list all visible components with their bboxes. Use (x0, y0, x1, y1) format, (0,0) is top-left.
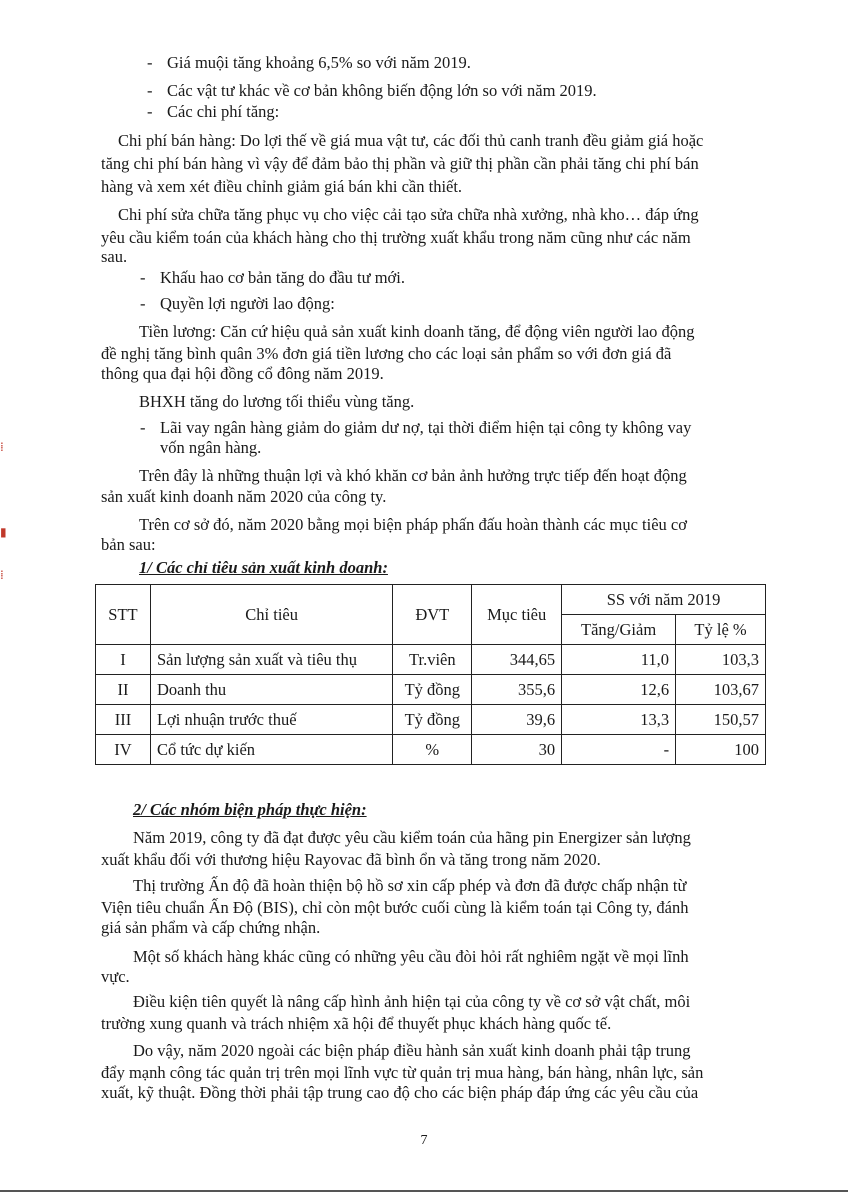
para-nam-2019-line: xuất khẩu đối với thương hiệu Rayovac đã bình ổn và tăng trong năm 2020. (101, 850, 601, 869)
table-row (96, 735, 766, 765)
bullet-dash: - (140, 418, 146, 437)
para-sua-chua-line: sau. (101, 247, 128, 266)
cell-dvt: % (393, 735, 472, 765)
bullet-khau-hao: Khấu hao cơ bản tăng do đầu tư mới. (160, 268, 405, 287)
header-ss-2019: SS với năm 2019 (562, 585, 766, 615)
para-khach-hang-line: vực. (101, 967, 130, 986)
para-an-do-line: Viện tiêu chuẩn Ấn Độ (BIS), chỉ còn một bước cuối cùng là kiểm toán tại Công ty, đánh (101, 898, 689, 917)
cell-tang-giam: 13,3 (562, 705, 676, 735)
page-number: 7 (420, 1133, 428, 1148)
header-muc-tieu: Mục tiêu (472, 585, 562, 645)
margin-stamp-mark: ⁞ (0, 440, 4, 454)
para-sua-chua-line: yêu cầu kiểm toán của khách hàng cho thị trường xuất khẩu trong năm cũng như các năm (101, 228, 691, 247)
para-tren-co-so-line: bản sau: (101, 535, 156, 554)
kpi-table (95, 584, 766, 765)
header-dvt: ĐVT (393, 585, 472, 645)
cell-ty-le: 103,3 (676, 645, 766, 675)
cell-muc-tieu: 344,65 (472, 645, 562, 675)
table-row (96, 705, 766, 735)
bullet-lai-vay-line: vốn ngân hàng. (160, 438, 262, 457)
cell-stt: III (96, 705, 151, 735)
bullet-dash: - (140, 294, 146, 313)
para-an-do-line: giá sản phẩm và cấp chứng nhận. (101, 918, 321, 937)
table-row (96, 645, 766, 675)
cell-dvt: Tỷ đồng (393, 705, 472, 735)
cell-ty-le: 103,67 (676, 675, 766, 705)
bullet-dash: - (147, 102, 153, 121)
bullet-gia-muoi: Giá muội tăng khoảng 6,5% so với năm 2019. (167, 53, 471, 72)
para-do-vay-line: đẩy mạnh công tác quản trị trên mọi lĩnh vực từ quản trị mua hàng, bán hàng, nhân lực, sản (101, 1063, 704, 1082)
header-chi-tieu: Chỉ tiêu (150, 585, 392, 645)
para-do-vay-line: Do vậy, năm 2020 ngoài các biện pháp điều hành sản xuất kinh doanh phải tập trung (133, 1041, 691, 1060)
para-ban-hang-line: Chi phí bán hàng: Do lợi thế về giá mua vật tư, các đối thủ canh tranh đều giảm giá hoặc (118, 131, 704, 150)
cell-muc-tieu: 355,6 (472, 675, 562, 705)
para-tien-luong-line: đề nghị tăng bình quân 3% đơn giá tiền lương cho các loại sản phẩm so với đơn giá đã (101, 344, 672, 363)
cell-dvt: Tỷ đồng (393, 675, 472, 705)
cell-dvt: Tr.viên (393, 645, 472, 675)
bullet-chi-phi-tang: Các chi phí tăng: (167, 102, 280, 121)
cell-ty-le: 150,57 (676, 705, 766, 735)
cell-muc-tieu: 30 (472, 735, 562, 765)
cell-chi-tieu: Lợi nhuận trước thuế (150, 705, 392, 735)
para-an-do-line: Thị trường Ấn độ đã hoàn thiện bộ hồ sơ xin cấp phép và đơn đã được chấp nhận từ (133, 876, 687, 895)
bullet-dash: - (147, 81, 153, 100)
margin-stamp-mark: ▮ (0, 525, 7, 539)
bullet-quyen-loi: Quyền lợi người lao động: (160, 294, 335, 313)
cell-tang-giam: - (562, 735, 676, 765)
para-tien-luong-line: Tiền lương: Căn cứ hiệu quả sản xuất kinh doanh tăng, để động viên người lao động (139, 322, 695, 341)
para-nam-2019-line: Năm 2019, công ty đã đạt được yêu cầu kiểm toán của hãng pin Energizer sản lượng (133, 828, 691, 847)
para-ban-hang-line: hàng và xem xét điều chỉnh giảm giá bán khi cần thiết. (101, 177, 463, 196)
cell-tang-giam: 12,6 (562, 675, 676, 705)
para-tren-day-line: sản xuất kinh doanh năm 2020 của công ty. (101, 487, 387, 506)
para-dieu-kien-line: trường xung quanh và trách nhiệm xã hội để thuyết phục khách hàng quốc tế. (101, 1014, 612, 1033)
margin-stamp-mark: ⁞ (0, 568, 4, 582)
para-tren-day-line: Trên đây là những thuận lợi và khó khăn cơ bản ảnh hưởng trực tiếp đến hoạt động (139, 466, 687, 485)
header-stt: STT (96, 585, 151, 645)
bullet-dash: - (140, 268, 146, 287)
bullet-lai-vay-line: Lãi vay ngân hàng giảm do giảm dư nợ, tại thời điểm hiện tại công ty không vay (160, 418, 692, 437)
scan-edge-divider (0, 1190, 848, 1192)
table-row (96, 675, 766, 705)
cell-muc-tieu: 39,6 (472, 705, 562, 735)
cell-ty-le: 100 (676, 735, 766, 765)
bullet-dash: - (147, 53, 153, 72)
cell-stt: I (96, 645, 151, 675)
para-ban-hang-line: tăng chi phí bán hàng vì vậy để đảm bảo thị phần và giữ thị phần cần phải tăng chi phí bán (101, 154, 699, 173)
cell-tang-giam: 11,0 (562, 645, 676, 675)
para-tren-co-so-line: Trên cơ sở đó, năm 2020 bằng mọi biện pháp phấn đấu hoàn thành các mục tiêu cơ (139, 515, 687, 534)
cell-chi-tieu: Doanh thu (150, 675, 392, 705)
cell-stt: II (96, 675, 151, 705)
table-header-row (96, 585, 766, 615)
section-heading-kpi: 1/ Các chỉ tiêu sản xuất kinh doanh: (139, 558, 388, 577)
cell-chi-tieu: Sản lượng sản xuất và tiêu thụ (150, 645, 392, 675)
bullet-vat-tu: Các vật tư khác về cơ bản không biến động lớn so với năm 2019. (167, 81, 597, 100)
para-dieu-kien-line: Điều kiện tiên quyết là nâng cấp hình ảnh hiện tại của công ty về cơ sở vật chất, môi (133, 992, 691, 1011)
para-do-vay-line: xuất, kỹ thuật. Đồng thời phải tập trung cao độ cho các biện pháp đáp ứng các yêu cầu của (101, 1083, 699, 1102)
para-bhxh: BHXH tăng do lương tối thiểu vùng tăng. (139, 392, 415, 411)
cell-stt: IV (96, 735, 151, 765)
header-ty-le: Tỷ lệ % (676, 615, 766, 645)
header-tang-giam: Tăng/Giảm (562, 615, 676, 645)
para-sua-chua-line: Chi phí sửa chữa tăng phục vụ cho việc cải tạo sửa chữa nhà xưởng, nhà kho… đáp ứng (118, 205, 699, 224)
section-heading-measures: 2/ Các nhóm biện pháp thực hiện: (133, 800, 367, 819)
cell-chi-tieu: Cổ tức dự kiến (150, 735, 392, 765)
para-tien-luong-line: thông qua đại hội đồng cổ đông năm 2019. (101, 364, 384, 383)
para-khach-hang-line: Một số khách hàng khác cũng có những yêu cầu đòi hỏi rất nghiêm ngặt về mọi lĩnh (133, 947, 689, 966)
